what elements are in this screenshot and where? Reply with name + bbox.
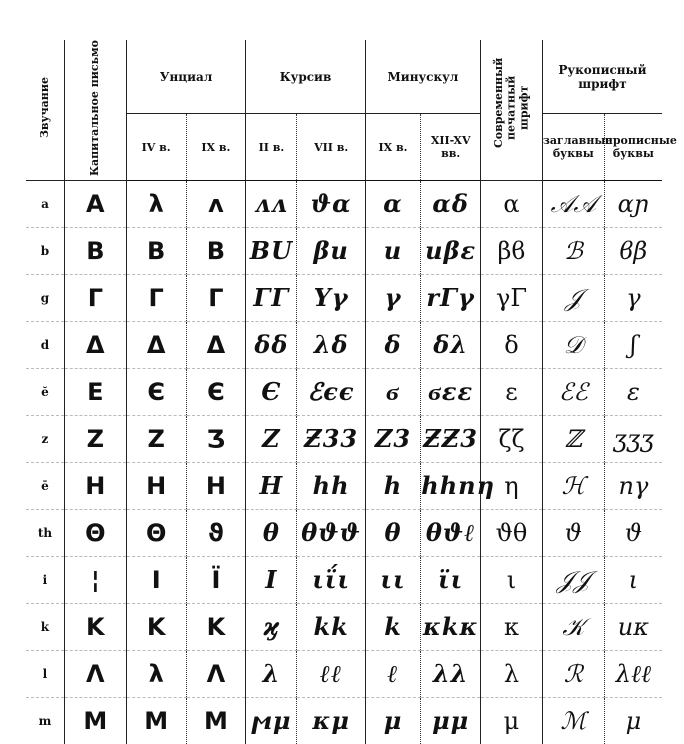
cell-upper: ℛ bbox=[542, 651, 604, 698]
cell-capital: Γ bbox=[64, 275, 126, 322]
cell-cur7: βu bbox=[297, 228, 365, 275]
cell-min9: ℓ bbox=[365, 651, 420, 698]
cell-cur7: λδ bbox=[297, 322, 365, 369]
header-hand-lower: прописные буквы bbox=[604, 114, 662, 181]
cell-min9: ϭ bbox=[365, 369, 420, 416]
cell-lower: nγ bbox=[604, 463, 662, 510]
header-handwritten: Рукописный шрифт bbox=[542, 40, 662, 114]
cell-cur7: ℰϵϵ bbox=[297, 369, 365, 416]
cell-min12: μμ bbox=[421, 698, 481, 744]
cell-capital: Η bbox=[64, 463, 126, 510]
cell-sound: ĕ bbox=[26, 369, 64, 416]
cell-upper: ℬ bbox=[542, 228, 604, 275]
cell-upper: ℳ bbox=[542, 698, 604, 744]
cell-lower: αɲ bbox=[604, 181, 662, 228]
header-uncial-4: IV в. bbox=[126, 114, 186, 181]
cell-capital: Μ bbox=[64, 698, 126, 744]
cell-min9: α bbox=[365, 181, 420, 228]
cell-upper: 𝒜𝒜 bbox=[542, 181, 604, 228]
cell-sound: i bbox=[26, 557, 64, 604]
cell-capital: Λ bbox=[64, 651, 126, 698]
cell-unc9: Γ bbox=[186, 275, 246, 322]
cell-upper: 𝒥 bbox=[542, 275, 604, 322]
cell-unc4: Θ bbox=[126, 510, 186, 557]
cell-lower: μ bbox=[604, 698, 662, 744]
table-row bbox=[26, 275, 662, 322]
cell-capital: Ε bbox=[64, 369, 126, 416]
table-row bbox=[26, 369, 662, 416]
cell-cur2: Є bbox=[246, 369, 297, 416]
cell-sound: k bbox=[26, 604, 64, 651]
cell-lower: ι bbox=[604, 557, 662, 604]
cell-upper: ℰℰ bbox=[542, 369, 604, 416]
cell-cur2: θ bbox=[246, 510, 297, 557]
cell-min12: ƵƵ3 bbox=[421, 416, 481, 463]
cell-capital: Δ bbox=[64, 322, 126, 369]
cell-unc4: Є bbox=[126, 369, 186, 416]
header-cursive-7: VII в. bbox=[297, 114, 365, 181]
cell-min9: θ bbox=[365, 510, 420, 557]
cell-unc4: I bbox=[126, 557, 186, 604]
cell-unc4: Γ bbox=[126, 275, 186, 322]
cell-min12: hhnη bbox=[421, 463, 481, 510]
cell-min12: λλ bbox=[421, 651, 481, 698]
header-capital: Капитальное письмо bbox=[64, 40, 126, 181]
header-minuscule-12-15: XII-XV вв. bbox=[421, 114, 481, 181]
table-row bbox=[26, 510, 662, 557]
header-minuscule-9: IX в. bbox=[365, 114, 420, 181]
table-row bbox=[26, 463, 662, 510]
cell-unc9: Η bbox=[186, 463, 246, 510]
cell-unc4: Μ bbox=[126, 698, 186, 744]
cell-min12: δλ bbox=[421, 322, 481, 369]
cell-min9: Ζ3 bbox=[365, 416, 420, 463]
cell-unc4: Δ bbox=[126, 322, 186, 369]
cell-lower: ϑ bbox=[604, 510, 662, 557]
cell-unc9: Δ bbox=[186, 322, 246, 369]
cell-cur2: ϗ bbox=[246, 604, 297, 651]
table-row bbox=[26, 651, 662, 698]
cell-modern: ζζ bbox=[481, 416, 543, 463]
cell-capital: Α bbox=[64, 181, 126, 228]
cell-upper: ϑ bbox=[542, 510, 604, 557]
cell-unc9: Κ bbox=[186, 604, 246, 651]
cell-unc9: Μ bbox=[186, 698, 246, 744]
greek-letter-forms-table bbox=[26, 40, 662, 744]
cell-cur7: ιΐι bbox=[297, 557, 365, 604]
cell-cur7: hh bbox=[297, 463, 365, 510]
cell-modern: βϐ bbox=[481, 228, 543, 275]
cell-unc9: Β bbox=[186, 228, 246, 275]
cell-min12: κkκ bbox=[421, 604, 481, 651]
cell-sound: ē bbox=[26, 463, 64, 510]
cell-sound: d bbox=[26, 322, 64, 369]
table-row bbox=[26, 228, 662, 275]
cell-capital: Κ bbox=[64, 604, 126, 651]
cell-unc9: Ʒ bbox=[186, 416, 246, 463]
cell-min12: ϭεε bbox=[421, 369, 481, 416]
table-row bbox=[26, 604, 662, 651]
cell-modern: λ bbox=[481, 651, 543, 698]
cell-unc4: Κ bbox=[126, 604, 186, 651]
table-row bbox=[26, 557, 662, 604]
cell-modern: δ bbox=[481, 322, 543, 369]
cell-upper: ℋ bbox=[542, 463, 604, 510]
cell-min12: uβε bbox=[421, 228, 481, 275]
cell-unc9: ᴧ bbox=[186, 181, 246, 228]
cell-unc9: Λ bbox=[186, 651, 246, 698]
cell-upper: 𝒟 bbox=[542, 322, 604, 369]
table-row bbox=[26, 181, 662, 228]
header-sound: Звучание bbox=[26, 40, 64, 181]
header-uncial: Унциал bbox=[126, 40, 246, 114]
cell-min9: δ bbox=[365, 322, 420, 369]
cell-min12: rΓγ bbox=[421, 275, 481, 322]
table-row bbox=[26, 698, 662, 744]
cell-lower: ε bbox=[604, 369, 662, 416]
header-modern: Современный печатный шрифт bbox=[481, 40, 543, 181]
cell-unc9: ϑ bbox=[186, 510, 246, 557]
cell-sound: z bbox=[26, 416, 64, 463]
cell-sound: g bbox=[26, 275, 64, 322]
cell-cur2: I bbox=[246, 557, 297, 604]
cell-unc4: Β bbox=[126, 228, 186, 275]
cell-capital: Β bbox=[64, 228, 126, 275]
cell-cur2: ΒU bbox=[246, 228, 297, 275]
header-hand-upper: заглавные буквы bbox=[542, 114, 604, 181]
cell-sound: th bbox=[26, 510, 64, 557]
cell-min12: θϑℓ bbox=[421, 510, 481, 557]
cell-cur7: Ƶ33 bbox=[297, 416, 365, 463]
cell-cur2: δδ bbox=[246, 322, 297, 369]
cell-cur2: ᴧᴧ bbox=[246, 181, 297, 228]
header-cursive-2: II в. bbox=[246, 114, 297, 181]
cell-unc4: Ζ bbox=[126, 416, 186, 463]
header-uncial-9: IX в. bbox=[186, 114, 246, 181]
cell-cur7: κμ bbox=[297, 698, 365, 744]
cell-sound: m bbox=[26, 698, 64, 744]
cell-min9: μ bbox=[365, 698, 420, 744]
cell-modern: α bbox=[481, 181, 543, 228]
cell-sound: b bbox=[26, 228, 64, 275]
table-row bbox=[26, 416, 662, 463]
cell-lower: ʒʒʒ bbox=[604, 416, 662, 463]
cell-upper: ℤ bbox=[542, 416, 604, 463]
cell-modern: ϑθ bbox=[481, 510, 543, 557]
cell-unc4: λ bbox=[126, 181, 186, 228]
cell-capital: ¦ bbox=[64, 557, 126, 604]
cell-upper: 𝒦 bbox=[542, 604, 604, 651]
cell-modern: ε bbox=[481, 369, 543, 416]
cell-capital: Ζ bbox=[64, 416, 126, 463]
cell-cur2: Ζ bbox=[246, 416, 297, 463]
cell-modern: ι bbox=[481, 557, 543, 604]
cell-min9: γ bbox=[365, 275, 420, 322]
cell-unc4: λ bbox=[126, 651, 186, 698]
cell-cur7: kk bbox=[297, 604, 365, 651]
cell-cur7: ℓℓ bbox=[297, 651, 365, 698]
cell-capital: Θ bbox=[64, 510, 126, 557]
cell-min12: ϊι bbox=[421, 557, 481, 604]
cell-cur2: Η bbox=[246, 463, 297, 510]
cell-cur2: ΓΓ bbox=[246, 275, 297, 322]
cell-cur7: ϑα bbox=[297, 181, 365, 228]
cell-lower: γ bbox=[604, 275, 662, 322]
cell-unc9: Є bbox=[186, 369, 246, 416]
cell-cur7: Υγ bbox=[297, 275, 365, 322]
cell-min12: αδ bbox=[421, 181, 481, 228]
cell-upper: 𝒥𝒥 bbox=[542, 557, 604, 604]
cell-lower: uκ bbox=[604, 604, 662, 651]
cell-lower: λℓℓ bbox=[604, 651, 662, 698]
cell-unc9: Ï bbox=[186, 557, 246, 604]
cell-lower: ʃ bbox=[604, 322, 662, 369]
cell-min9: ιι bbox=[365, 557, 420, 604]
cell-sound: l bbox=[26, 651, 64, 698]
table-row bbox=[26, 322, 662, 369]
header-cursive: Курсив bbox=[246, 40, 366, 114]
cell-min9: u bbox=[365, 228, 420, 275]
cell-lower: ϐβ bbox=[604, 228, 662, 275]
cell-min9: h bbox=[365, 463, 420, 510]
cell-modern: κ bbox=[481, 604, 543, 651]
cell-cur2: ϻμ bbox=[246, 698, 297, 744]
cell-sound: a bbox=[26, 181, 64, 228]
cell-cur7: θϑϑ bbox=[297, 510, 365, 557]
cell-modern: γΓ bbox=[481, 275, 543, 322]
cell-min9: k bbox=[365, 604, 420, 651]
cell-cur2: λ bbox=[246, 651, 297, 698]
cell-modern: η bbox=[481, 463, 543, 510]
cell-unc4: Η bbox=[126, 463, 186, 510]
cell-modern: μ bbox=[481, 698, 543, 744]
header-minuscule: Минускул bbox=[365, 40, 480, 114]
